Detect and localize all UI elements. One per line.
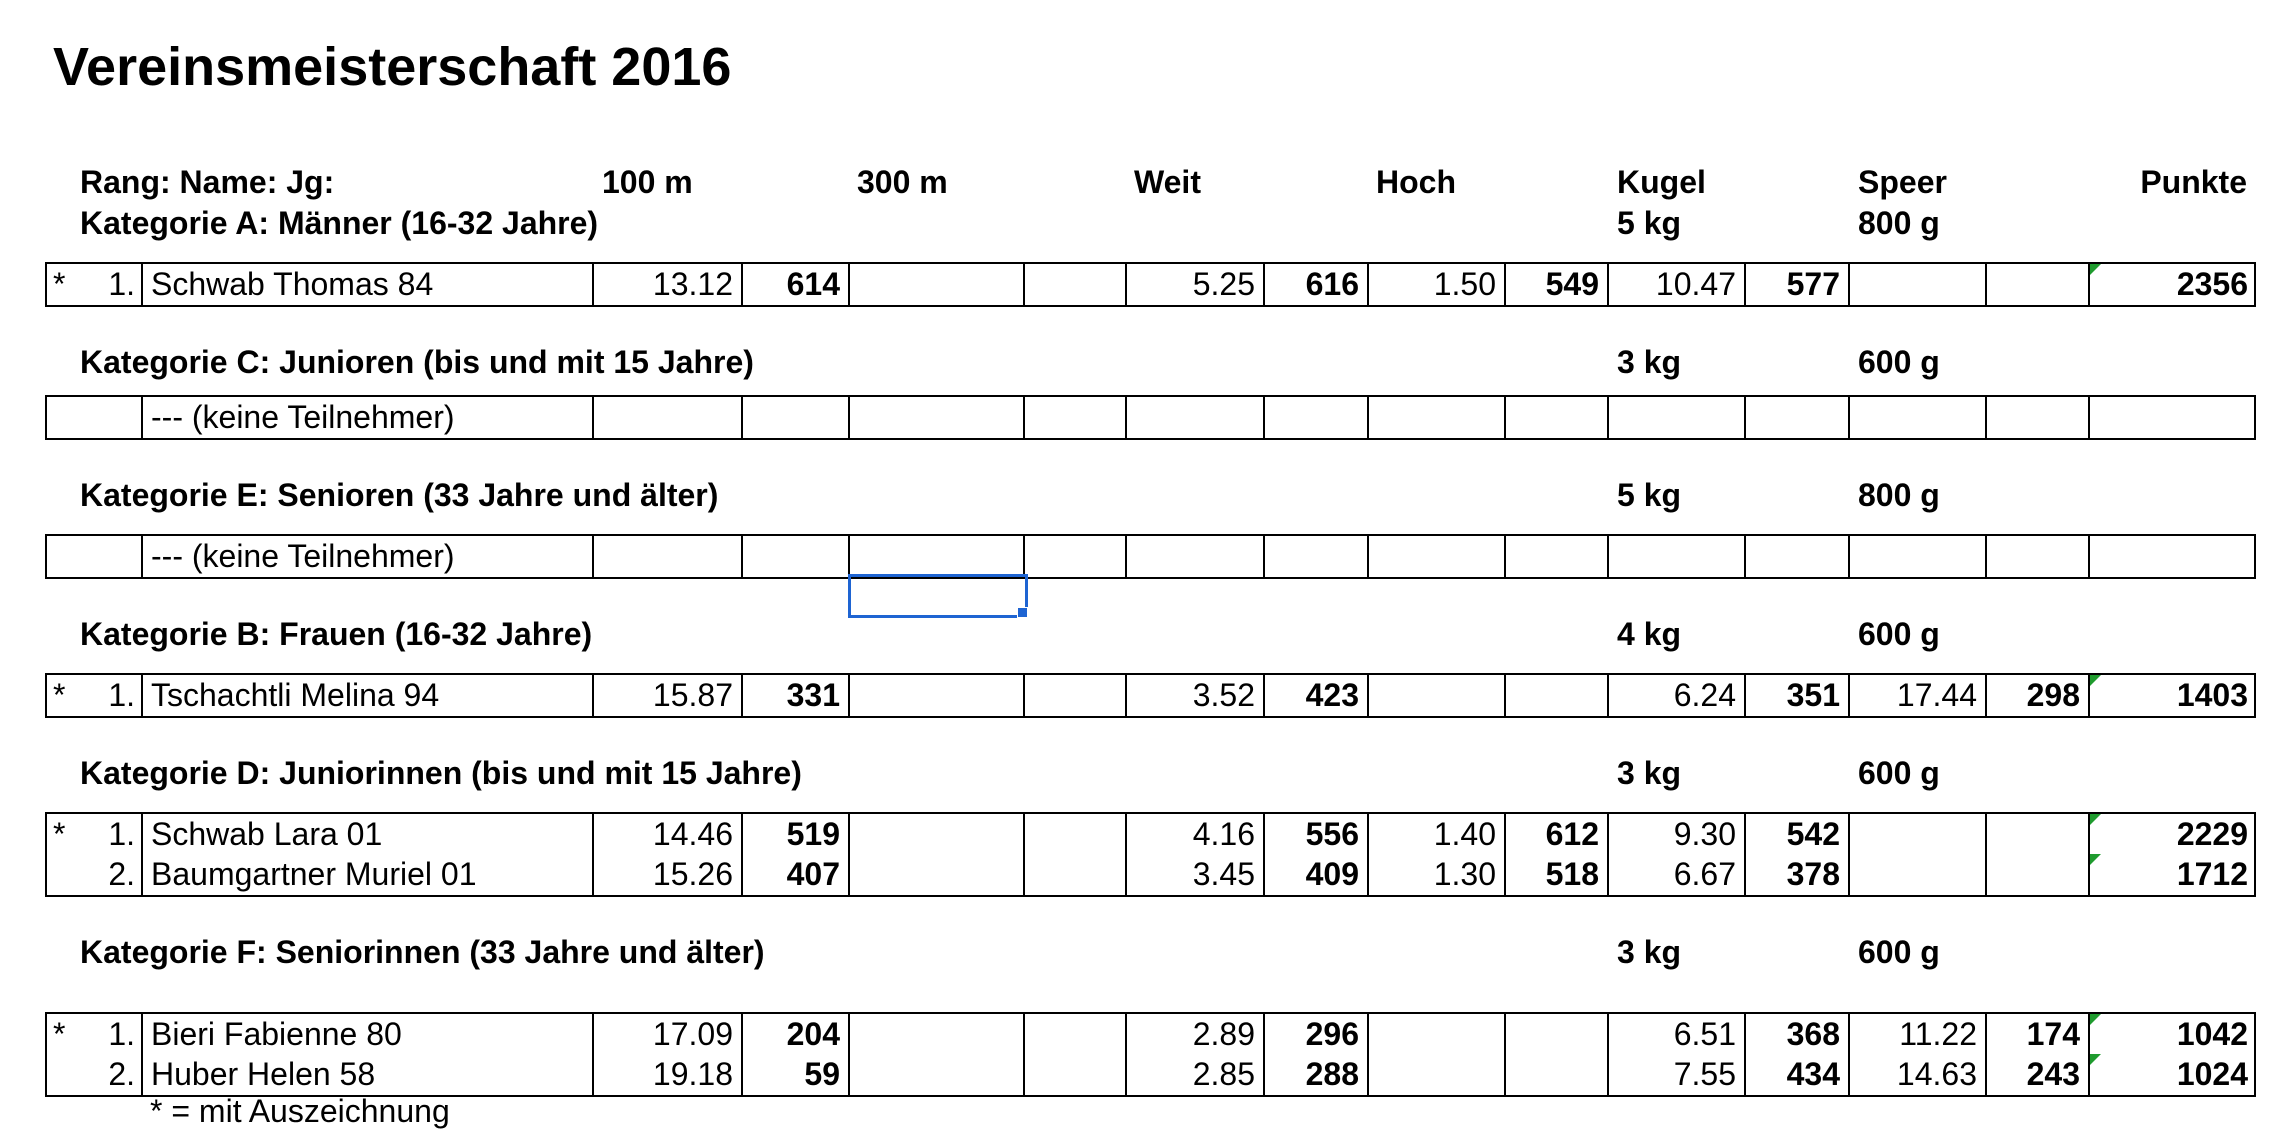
total-points[interactable]: 2229 — [2176, 816, 2248, 852]
cell-divider — [1263, 536, 1265, 577]
cell-divider — [45, 1014, 47, 1055]
cell-divider — [1744, 1014, 1746, 1055]
cell-divider — [848, 536, 850, 577]
cell-divider — [2088, 536, 2090, 577]
result-weit[interactable]: 4.16 — [1192, 816, 1255, 852]
cell-divider — [2254, 536, 2256, 577]
cell-divider — [1985, 264, 1987, 305]
cell-divider — [848, 854, 850, 895]
cell-divider — [1125, 675, 1127, 716]
result-hoch[interactable] — [1367, 1054, 1504, 1095]
result-weit[interactable]: 2.85 — [1192, 1056, 1255, 1092]
time-300m[interactable] — [848, 1054, 1023, 1095]
points-weit[interactable]: 409 — [1305, 856, 1359, 892]
cell-divider — [141, 264, 143, 305]
cell-divider — [45, 536, 47, 577]
footnote: * = mit Auszeichnung — [150, 1093, 450, 1129]
header-300m: 300 m — [857, 164, 948, 200]
cell-divider — [1263, 397, 1265, 438]
points-300m[interactable] — [1023, 814, 1125, 855]
result-weit[interactable]: 3.45 — [1192, 856, 1255, 892]
cell-divider — [1263, 1014, 1265, 1055]
cell-divider — [141, 1014, 143, 1055]
cell-divider — [141, 397, 143, 438]
header-punkte: Punkte — [2140, 164, 2247, 200]
cell-divider — [2254, 397, 2256, 438]
time-300m[interactable] — [848, 1014, 1023, 1055]
points-speer[interactable]: 298 — [2026, 677, 2080, 713]
cell-divider — [1125, 854, 1127, 895]
cell-divider — [1367, 264, 1369, 305]
result-hoch[interactable]: 1.40 — [1433, 816, 1496, 852]
cell-divider — [1125, 1014, 1127, 1055]
cell-divider — [1023, 1014, 1025, 1055]
cell-divider — [45, 854, 47, 895]
header-rang-name-jg: Rang: Name: Jg: — [80, 164, 335, 200]
rank: 2. — [108, 1056, 135, 1092]
cell-divider — [2254, 814, 2256, 855]
points-300m[interactable] — [1023, 1014, 1125, 1055]
result-hoch[interactable] — [1367, 1014, 1504, 1055]
cell-divider — [1848, 675, 1850, 716]
cell-divider — [1985, 675, 1987, 716]
category-a-kugel-weight: 5 kg — [1617, 205, 1682, 241]
points-100m[interactable]: 407 — [786, 856, 840, 892]
table-row-d1 — [45, 812, 2256, 855]
cell-divider — [848, 814, 850, 855]
cell-divider — [1985, 536, 1987, 577]
category-d-kugel-weight: 3 kg — [1617, 755, 1682, 791]
comment-marker-icon[interactable] — [2090, 1014, 2101, 1025]
cell-divider — [1848, 1014, 1850, 1055]
header-kugel: Kugel — [1617, 164, 1706, 200]
cell-divider — [1125, 536, 1127, 577]
cell-divider — [2254, 854, 2256, 895]
cell-divider — [1848, 264, 1850, 305]
cell-divider — [1263, 1054, 1265, 1095]
cell-divider — [1744, 814, 1746, 855]
header-100m: 100 m — [602, 164, 693, 200]
result-speer[interactable] — [1848, 264, 1985, 305]
athlete-name[interactable]: Tschachtli Melina 94 — [151, 677, 440, 713]
cell-divider — [1023, 854, 1025, 895]
no-participants[interactable]: --- (keine Teilnehmer) — [151, 399, 455, 435]
cell-divider — [1367, 1054, 1369, 1095]
cell-divider — [741, 397, 743, 438]
cell-divider — [1125, 814, 1127, 855]
result-kugel[interactable]: 6.24 — [1673, 677, 1736, 713]
category-e-speer-weight: 800 g — [1858, 477, 1940, 513]
award-star: * — [53, 1016, 66, 1052]
time-100m[interactable]: 19.18 — [652, 1056, 733, 1092]
comment-marker-icon[interactable] — [2090, 264, 2101, 275]
category-d-speer-weight: 600 g — [1858, 755, 1940, 791]
cell-divider — [1985, 814, 1987, 855]
cell-divider — [1607, 264, 1609, 305]
points-kugel[interactable]: 378 — [1786, 856, 1840, 892]
cell-divider — [141, 675, 143, 716]
cell-divider — [45, 1054, 47, 1095]
cell-divider — [1848, 814, 1850, 855]
cell-divider — [592, 397, 594, 438]
result-kugel[interactable]: 6.51 — [1673, 1016, 1736, 1052]
header-hoch: Hoch — [1376, 164, 1456, 200]
cell-divider — [1985, 1054, 1987, 1095]
selected-cell[interactable] — [848, 574, 1028, 618]
points-hoch[interactable]: 612 — [1545, 816, 1599, 852]
cell-divider — [741, 536, 743, 577]
cell-divider — [741, 675, 743, 716]
table-row-b1 — [45, 673, 2256, 718]
cell-divider — [1504, 264, 1506, 305]
no-participants[interactable]: --- (keine Teilnehmer) — [151, 538, 455, 574]
cell-divider — [1125, 1054, 1127, 1095]
table-row-c-empty — [45, 395, 2256, 440]
athlete-name[interactable]: Huber Helen 58 — [151, 1056, 376, 1092]
category-a-label: Kategorie A: Männer (16-32 Jahre) — [80, 205, 599, 241]
cell-divider — [1848, 536, 1850, 577]
result-speer[interactable] — [1848, 854, 1985, 895]
total-points[interactable]: 1712 — [2176, 856, 2248, 892]
cell-divider — [1607, 1054, 1609, 1095]
cell-divider — [741, 854, 743, 895]
cell-divider — [141, 854, 143, 895]
cell-divider — [1023, 675, 1025, 716]
fill-handle[interactable] — [1017, 607, 1028, 618]
cell-divider — [1504, 536, 1506, 577]
cell-divider — [592, 536, 594, 577]
cell-divider — [741, 1054, 743, 1095]
cell-divider — [2088, 264, 2090, 305]
cell-divider — [848, 264, 850, 305]
category-b-label: Kategorie B: Frauen (16-32 Jahre) — [80, 616, 593, 652]
cell-divider — [1367, 814, 1369, 855]
points-hoch[interactable]: 518 — [1545, 856, 1599, 892]
category-f-speer-weight: 600 g — [1858, 934, 1940, 970]
points-speer[interactable]: 243 — [2026, 1056, 2080, 1092]
cell-divider — [1504, 1054, 1506, 1095]
category-c-kugel-weight: 3 kg — [1617, 344, 1682, 380]
points-weit[interactable]: 296 — [1305, 1016, 1359, 1052]
cell-divider — [1848, 854, 1850, 895]
points-speer[interactable] — [1985, 264, 2088, 305]
result-kugel[interactable]: 9.30 — [1673, 816, 1736, 852]
cell-divider — [45, 675, 47, 716]
cell-divider — [45, 397, 47, 438]
award-star: * — [53, 816, 66, 852]
points-kugel[interactable]: 542 — [1786, 816, 1840, 852]
points-100m[interactable]: 519 — [786, 816, 840, 852]
points-100m[interactable]: 614 — [786, 266, 840, 302]
result-weit[interactable]: 3.52 — [1192, 677, 1255, 713]
cell-divider — [2088, 397, 2090, 438]
cell-divider — [1607, 1014, 1609, 1055]
result-speer[interactable]: 11.22 — [1899, 1016, 1977, 1052]
result-weit[interactable]: 2.89 — [1192, 1016, 1255, 1052]
cell-divider — [592, 814, 594, 855]
category-e-label: Kategorie E: Senioren (33 Jahre und älter) — [80, 477, 719, 513]
cell-divider — [1504, 854, 1506, 895]
cell-divider — [1367, 536, 1369, 577]
cell-divider — [1504, 675, 1506, 716]
total-points[interactable]: 2356 — [2176, 266, 2248, 302]
cell-divider — [2088, 814, 2090, 855]
cell-divider — [848, 675, 850, 716]
cell-divider — [2088, 854, 2090, 895]
points-speer[interactable]: 174 — [2026, 1016, 2080, 1052]
points-100m[interactable]: 204 — [786, 1016, 840, 1052]
category-b-kugel-weight: 4 kg — [1617, 616, 1682, 652]
category-b-speer-weight: 600 g — [1858, 616, 1940, 652]
points-100m[interactable]: 59 — [804, 1056, 840, 1092]
athlete-name[interactable]: Baumgartner Muriel 01 — [151, 856, 477, 892]
cell-divider — [1367, 675, 1369, 716]
cell-divider — [1023, 264, 1025, 305]
cell-divider — [45, 264, 47, 305]
cell-divider — [1744, 854, 1746, 895]
result-speer[interactable]: 17.44 — [1896, 677, 1977, 713]
cell-divider — [741, 264, 743, 305]
category-c-speer-weight: 600 g — [1858, 344, 1940, 380]
cell-divider — [1504, 397, 1506, 438]
cell-divider — [141, 536, 143, 577]
table-row-d2 — [45, 854, 2256, 897]
points-weit[interactable]: 556 — [1305, 816, 1359, 852]
comment-marker-icon[interactable] — [2090, 854, 2101, 865]
points-hoch[interactable] — [1504, 675, 1607, 716]
result-kugel[interactable]: 7.55 — [1673, 1056, 1736, 1092]
points-weit[interactable]: 423 — [1305, 677, 1359, 713]
result-hoch[interactable] — [1367, 675, 1504, 716]
points-hoch[interactable]: 549 — [1545, 266, 1599, 302]
points-300m[interactable] — [1023, 854, 1125, 895]
cell-divider — [1023, 397, 1025, 438]
athlete-name[interactable]: Schwab Lara 01 — [151, 816, 383, 852]
cell-divider — [1263, 854, 1265, 895]
cell-divider — [1504, 814, 1506, 855]
comment-marker-icon[interactable] — [2090, 814, 2101, 825]
cell-divider — [2254, 1054, 2256, 1095]
result-kugel[interactable]: 10.47 — [1655, 266, 1736, 302]
cell-divider — [1263, 264, 1265, 305]
total-points[interactable]: 1042 — [2176, 1016, 2248, 1052]
total-points[interactable]: 1024 — [2176, 1056, 2248, 1092]
page-title: Vereinsmeisterschaft 2016 — [53, 37, 732, 97]
cell-divider — [2254, 264, 2256, 305]
cell-divider — [1125, 397, 1127, 438]
points-kugel[interactable]: 368 — [1786, 1016, 1840, 1052]
comment-marker-icon[interactable] — [2090, 675, 2101, 686]
result-kugel[interactable]: 6.67 — [1673, 856, 1736, 892]
cell-divider — [1367, 397, 1369, 438]
rank: 2. — [108, 856, 135, 892]
cell-divider — [1023, 814, 1025, 855]
cell-divider — [2254, 1014, 2256, 1055]
points-100m[interactable]: 331 — [786, 677, 840, 713]
cell-divider — [592, 264, 594, 305]
time-300m[interactable] — [848, 814, 1023, 855]
points-speer[interactable] — [1985, 854, 2088, 895]
result-hoch[interactable]: 1.50 — [1433, 266, 1496, 302]
cell-divider — [1023, 536, 1025, 577]
cell-divider — [1848, 397, 1850, 438]
rank: 1. — [108, 677, 135, 713]
time-100m[interactable]: 14.46 — [652, 816, 733, 852]
cell-divider — [1607, 536, 1609, 577]
cell-divider — [1607, 814, 1609, 855]
time-300m[interactable] — [848, 675, 1023, 716]
cell-divider — [141, 814, 143, 855]
points-kugel[interactable]: 577 — [1786, 266, 1840, 302]
cell-divider — [1744, 675, 1746, 716]
table-row-e-empty — [45, 534, 2256, 579]
cell-divider — [1125, 264, 1127, 305]
cell-divider — [1504, 1014, 1506, 1055]
cell-divider — [592, 854, 594, 895]
category-c-label: Kategorie C: Junioren (bis und mit 15 Jahre) — [80, 344, 754, 380]
cell-divider — [1263, 675, 1265, 716]
points-300m[interactable] — [1023, 675, 1125, 716]
header-weit: Weit — [1134, 164, 1201, 200]
points-speer[interactable] — [1985, 814, 2088, 855]
cell-divider — [848, 397, 850, 438]
time-300m[interactable] — [848, 854, 1023, 895]
category-a-speer-weight: 800 g — [1858, 205, 1940, 241]
result-speer[interactable]: 14.63 — [1896, 1056, 1977, 1092]
award-star: * — [53, 266, 66, 302]
result-hoch[interactable]: 1.30 — [1433, 856, 1496, 892]
cell-divider — [1607, 675, 1609, 716]
points-300m[interactable] — [1023, 1054, 1125, 1095]
cell-divider — [1848, 1054, 1850, 1095]
cell-divider — [741, 814, 743, 855]
cell-divider — [592, 675, 594, 716]
table-row-f1 — [45, 1012, 2256, 1055]
cell-divider — [2254, 675, 2256, 716]
award-star: * — [53, 677, 66, 713]
cell-divider — [1367, 854, 1369, 895]
athlete-name[interactable]: Bieri Fabienne 80 — [151, 1016, 402, 1052]
result-speer[interactable] — [1848, 814, 1985, 855]
table-row-f2 — [45, 1054, 2256, 1097]
cell-divider — [848, 1014, 850, 1055]
cell-divider — [1263, 814, 1265, 855]
total-points[interactable]: 1403 — [2176, 677, 2248, 713]
cell-divider — [592, 1014, 594, 1055]
rank: 1. — [108, 816, 135, 852]
points-kugel[interactable]: 351 — [1786, 677, 1840, 713]
comment-marker-icon[interactable] — [2090, 1054, 2101, 1065]
points-weit[interactable]: 616 — [1305, 266, 1359, 302]
points-hoch[interactable] — [1504, 1014, 1607, 1055]
category-d-label: Kategorie D: Juniorinnen (bis und mit 15 Jahre) — [80, 755, 802, 791]
rank: 1. — [108, 1016, 135, 1052]
category-f-kugel-weight: 3 kg — [1617, 934, 1682, 970]
cell-divider — [1985, 854, 1987, 895]
cell-divider — [1744, 397, 1746, 438]
cell-divider — [1607, 854, 1609, 895]
cell-divider — [1744, 264, 1746, 305]
points-kugel[interactable]: 434 — [1786, 1056, 1840, 1092]
cell-divider — [141, 1054, 143, 1095]
time-100m[interactable]: 15.87 — [652, 677, 733, 713]
category-f-label: Kategorie F: Seniorinnen (33 Jahre und älter) — [80, 934, 765, 970]
cell-divider — [1367, 1014, 1369, 1055]
time-300m[interactable] — [848, 264, 1023, 305]
cell-divider — [1985, 1014, 1987, 1055]
cell-divider — [45, 814, 47, 855]
cell-divider — [1607, 397, 1609, 438]
time-100m[interactable]: 13.12 — [652, 266, 733, 302]
cell-divider — [1744, 536, 1746, 577]
cell-divider — [848, 1054, 850, 1095]
table-row-a1 — [45, 262, 2256, 307]
cell-divider — [1744, 1054, 1746, 1095]
cell-divider — [1985, 397, 1987, 438]
cell-divider — [2088, 675, 2090, 716]
points-weit[interactable]: 288 — [1305, 1056, 1359, 1092]
cell-divider — [2088, 1014, 2090, 1055]
cell-divider — [592, 1054, 594, 1095]
points-300m[interactable] — [1023, 264, 1125, 305]
cell-divider — [2088, 1054, 2090, 1095]
athlete-name[interactable]: Schwab Thomas 84 — [151, 266, 434, 302]
category-e-kugel-weight: 5 kg — [1617, 477, 1682, 513]
cell-divider — [741, 1014, 743, 1055]
time-100m[interactable]: 15.26 — [652, 856, 733, 892]
points-hoch[interactable] — [1504, 1054, 1607, 1095]
result-weit[interactable]: 5.25 — [1192, 266, 1255, 302]
time-100m[interactable]: 17.09 — [652, 1016, 733, 1052]
cell-divider — [1023, 1054, 1025, 1095]
header-speer: Speer — [1858, 164, 1947, 200]
rank: 1. — [108, 266, 135, 302]
